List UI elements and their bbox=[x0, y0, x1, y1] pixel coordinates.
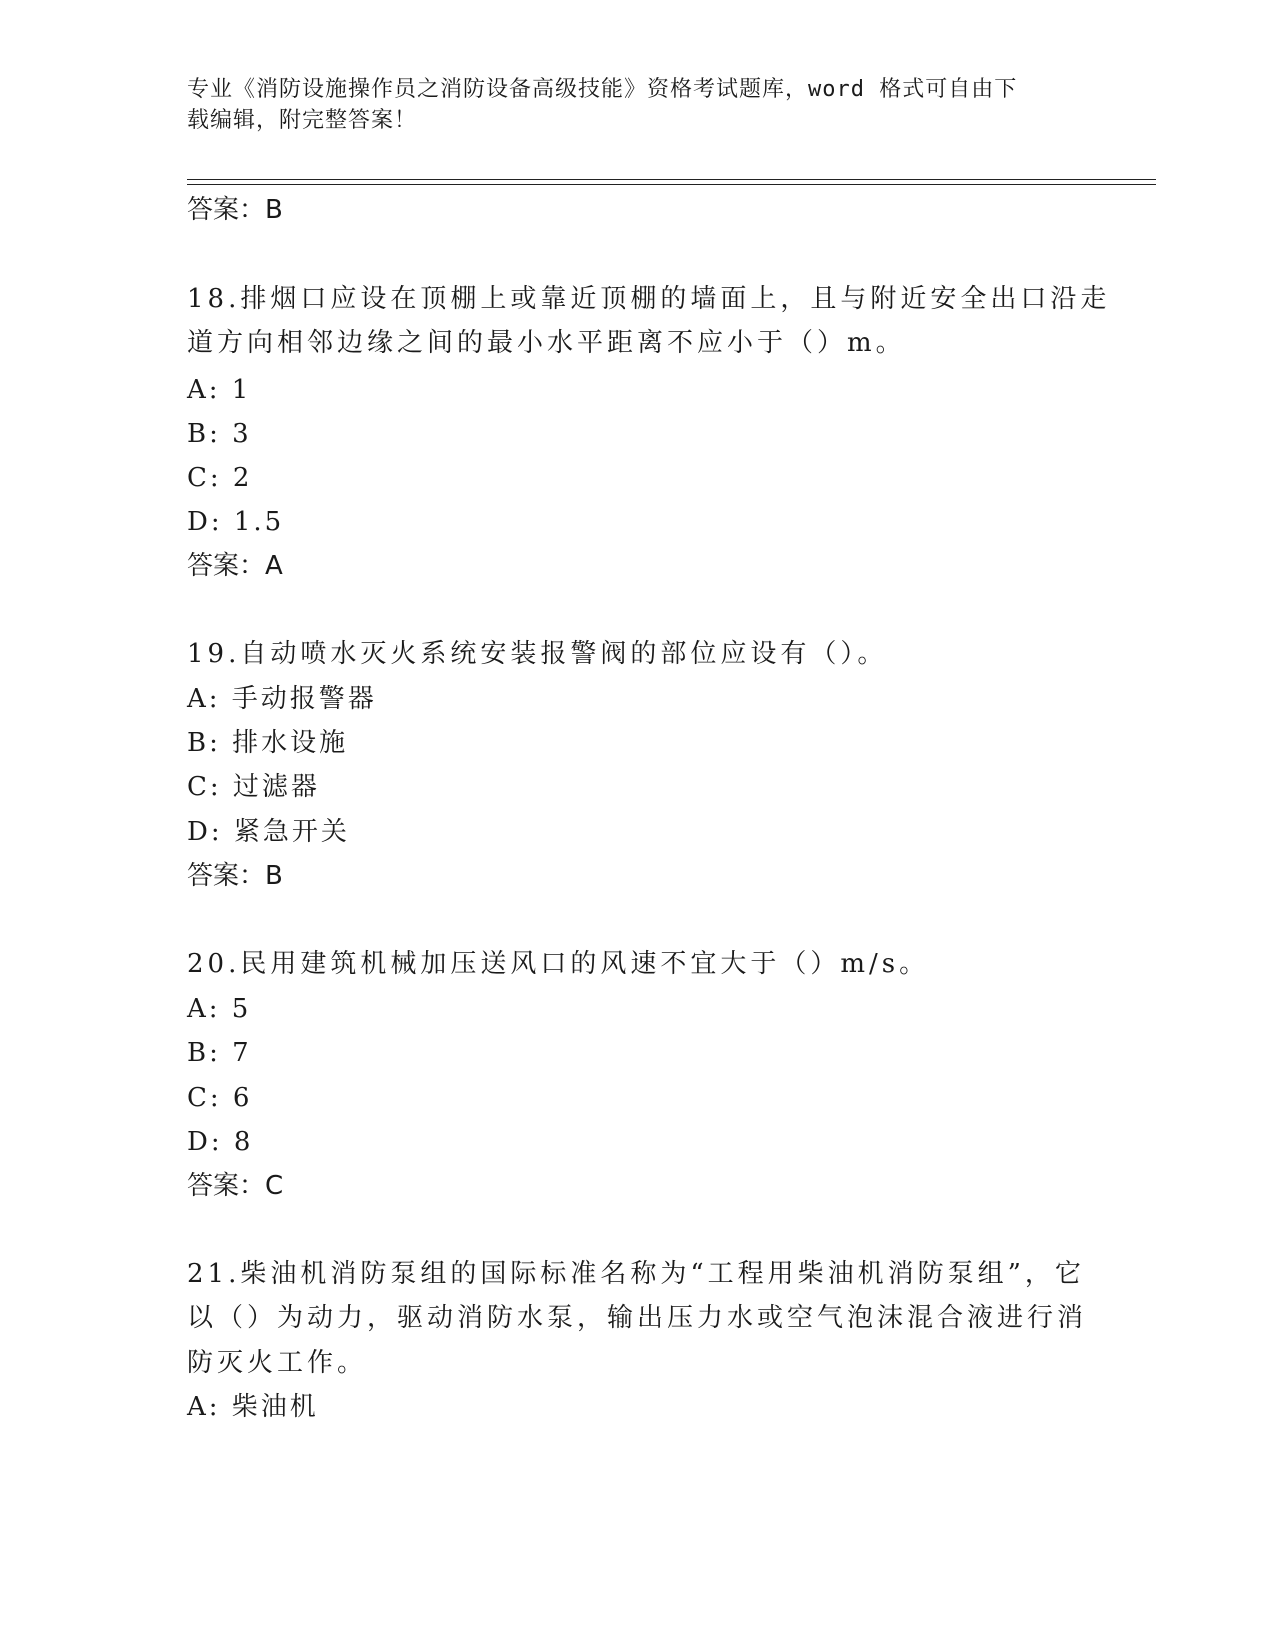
header-line-2: 载编辑，附完整答案！ bbox=[187, 108, 418, 133]
question-20-option-c: C: 6 bbox=[187, 1083, 253, 1113]
question-20-option-a: A: 5 bbox=[187, 994, 252, 1024]
question-18-option-b: B: 3 bbox=[187, 419, 252, 449]
question-18-option-c: C: 2 bbox=[187, 463, 253, 493]
answer-19: 答案：B bbox=[187, 861, 283, 891]
answer-18: 答案：A bbox=[187, 551, 283, 581]
question-20-option-d: D: 8 bbox=[187, 1127, 254, 1157]
question-18-line-2: 道方向相邻边缘之间的最小水平距离不应小于（）m。 bbox=[187, 328, 906, 358]
header-divider-bottom bbox=[187, 184, 1156, 185]
question-21-line-2: 以（）为动力，驱动消防水泵，输出压力水或空气泡沫混合液进行消 bbox=[187, 1303, 1088, 1333]
question-18-line-1: 18.排烟口应设在顶棚上或靠近顶棚的墙面上，且与附近安全出口沿走 bbox=[187, 284, 1111, 314]
question-20-option-b: B: 7 bbox=[187, 1038, 252, 1068]
question-19-option-d: D: 紧急开关 bbox=[187, 817, 350, 847]
question-18-option-a: A: 1 bbox=[187, 375, 252, 405]
header-divider-top bbox=[187, 179, 1156, 180]
answer-17: 答案：B bbox=[187, 195, 283, 225]
answer-20: 答案：C bbox=[187, 1171, 284, 1201]
question-21-line-1: 21.柴油机消防泵组的国际标准名称为“工程用柴油机消防泵组”，它 bbox=[187, 1259, 1085, 1289]
header-line-1: 专业《消防设施操作员之消防设备高级技能》资格考试题库，word 格式可自由下 bbox=[187, 77, 1018, 102]
question-21-option-a: A: 柴油机 bbox=[187, 1392, 319, 1422]
question-19-option-b: B: 排水设施 bbox=[187, 728, 349, 758]
question-19-option-c: C: 过滤器 bbox=[187, 772, 320, 802]
question-21-line-3: 防灭火工作。 bbox=[187, 1348, 368, 1378]
question-20-line-1: 20.民用建筑机械加压送风口的风速不宜大于（）m/s。 bbox=[187, 949, 930, 979]
question-18-option-d: D: 1.5 bbox=[187, 507, 285, 537]
question-19-line-1: 19.自动喷水灭火系统安装报警阀的部位应设有（）。 bbox=[187, 639, 888, 669]
question-19-option-a: A: 手动报警器 bbox=[187, 684, 377, 714]
document-header bbox=[187, 74, 1077, 136]
